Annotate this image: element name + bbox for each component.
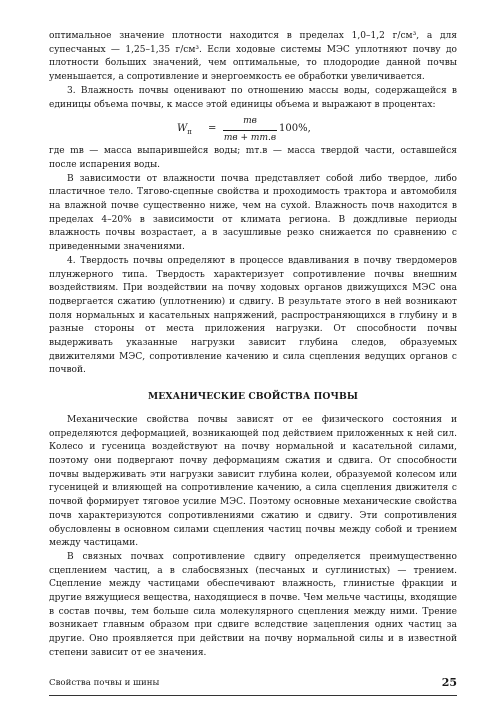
formula-denominator: mв + mт.в bbox=[223, 132, 277, 143]
paragraph-shear-resistance: В связных почвах сопротивление сдвигу определяется преимущественно сцеплением частиц, а в слабосвязных (песчаных и суглинистых) — трением. Сцепление между частицами обеспечивают влажность, глинистые фракции и другие вяжущиеся вещества, находящиеся в почве. Чем мельче частицы, входящие в состав почвы, тем больше сила молекулярного сцепления между ними. Трение возникает главным образом при сдвиге вследствие зацепления одних частиц за другие. Оно проявляется при действии на почву нормальной силы и в известной степени зависит от ее значения. bbox=[49, 551, 457, 658]
page-body bbox=[49, 30, 457, 661]
formula-fraction bbox=[223, 115, 277, 145]
paragraph-hardness: 4. Твердость почвы определяют в процессе вдавливания в почву твердомеров плунжерного типа. Твердость характеризует сопротивление почвы внешним воздействиям. При воздействии на почву ходовых органов движущихся МЭС она подвергается сжатию (уплотнению) и сдвигу. В результате этого в ней возникают поля нормальных и касательных напряжений, распространяющихся в глубину и в разные стороны от места приложения нагрузки. От способности почвы выдерживать указанные нагрузки зависит глубина следов, образуемых движителями МЭС, сопротивление качению и сила сцепления ведущих органов с почвой. bbox=[49, 255, 457, 376]
paragraph-formula-legend: где mв — масса выпарившейся воды; mт.в — масса твердой части, оставшейся после испарения воды. bbox=[49, 146, 457, 170]
page-number: 25 bbox=[441, 676, 457, 689]
fraction-bar bbox=[223, 130, 277, 131]
formula-lhs: $W_п$ bbox=[177, 123, 192, 137]
section-heading: МЕХАНИЧЕСКИЕ СВОЙСТВА ПОЧВЫ bbox=[147, 391, 359, 403]
formula-equals: = bbox=[208, 123, 217, 135]
paragraph-mechanical-properties: Механические свойства почвы зависят от ее физического состояния и определяются деформацией, возникающей под действием приложенных к ней сил. Колесо и гусеница воздействуют на почву нормальной и касательной силами, поэтому они подвергают почву деформациям сжатия и сдвига. От способности почвы выдерживать эти нагрузки зависит глубина колеи, образуемой колесом или гусеницей и влияющей на сопротивление качению, а сила сцепления движителя с почвой формирует тяговое усилие МЭС. Поэтому основные механические свойства почв характеризуются сопротивлениями сжатию и сдвигу. Эти сопротивления обусловлены в основном силами сцепления частиц почвы между собой и трением между частицами. bbox=[49, 414, 457, 549]
footer-divider bbox=[49, 695, 457, 696]
moisture-formula bbox=[49, 115, 457, 141]
paragraph-moisture-intro: 3. Влажность почвы оценивают по отношению массы воды, содержащейся в единицы объема почвы, к массе этой единицы объема и выражают в процентах: bbox=[49, 85, 457, 110]
paragraph-density: оптимальное значение плотности находится в пределах 1,0–1,2 г/см³, а для супесчаных — 1,25–1,35 г/см³. Если ходовые системы МЭС уплотняют почву до плотности больших значений, чем оптимальные, то плодородие данной почвы уменьшается, а сопротивление и энергоемкость ее обработки увеличивается. bbox=[49, 31, 457, 83]
formula-numerator: mв bbox=[243, 116, 257, 127]
running-footer-title: Свойства почвы и шины bbox=[49, 678, 160, 688]
paragraph-moisture-effects: В зависимости от влажности почва представляет собой либо твердое, либо пластичное тело. Тягово-сцепные свойства и проходимость трактора и автомобиля на влажной почве существенно ниже, чем на сухой. Влажность почв находится в пределах 4–20% в зависимости от климата региона. В дождливые периоды влажность почвы возрастает, а в засушливые резко снижается по сравнению с приведенными значениями. bbox=[49, 173, 457, 253]
formula-tail: 100%, bbox=[279, 123, 311, 135]
